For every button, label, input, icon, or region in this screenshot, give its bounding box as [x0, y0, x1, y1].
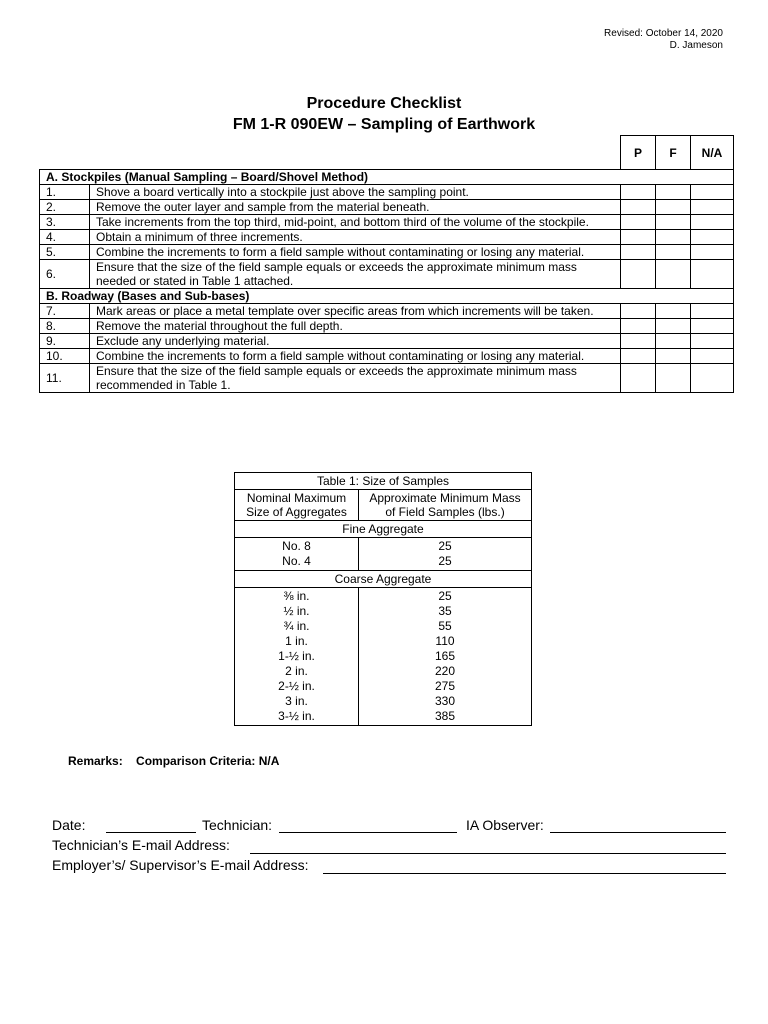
minimum-mass: 110 — [435, 634, 455, 648]
pass-checkbox-cell[interactable] — [621, 319, 656, 334]
aggregate-size: 3 in. — [285, 694, 308, 708]
aggregate-size: 1 in. — [285, 634, 308, 648]
na-checkbox-cell[interactable] — [691, 230, 734, 245]
na-checkbox-cell[interactable] — [691, 185, 734, 200]
page-title: Procedure Checklist — [306, 95, 462, 112]
aggregate-size: No. 8 — [282, 539, 311, 553]
fail-checkbox-cell[interactable] — [656, 245, 691, 260]
pass-checkbox-cell[interactable] — [621, 349, 656, 364]
fail-checkbox-cell[interactable] — [656, 319, 691, 334]
technician-field[interactable] — [279, 832, 457, 833]
date-label: Date: — [52, 817, 86, 833]
aggregate-size: ⅜ in. — [283, 589, 310, 603]
aggregate-size: 2-½ in. — [278, 679, 315, 693]
coarse-masses-cell — [359, 588, 532, 726]
section-row — [40, 170, 734, 185]
checklist-header-row — [40, 136, 734, 170]
technician-email-field[interactable] — [250, 853, 726, 854]
remarks-text: Comparison Criteria: N/A — [136, 754, 280, 768]
step-number: 6. — [40, 260, 90, 289]
pass-checkbox-cell[interactable] — [621, 200, 656, 215]
fail-checkbox-cell[interactable] — [656, 349, 691, 364]
na-checkbox-cell[interactable] — [691, 200, 734, 215]
fail-checkbox-cell[interactable] — [656, 260, 691, 289]
coarse-sizes-cell — [235, 588, 359, 726]
step-description: Remove the material throughout the full depth. — [90, 319, 621, 334]
minimum-mass: 385 — [434, 709, 456, 723]
step-number: 2. — [40, 200, 90, 215]
step-number: 5. — [40, 245, 90, 260]
pass-checkbox-cell[interactable] — [621, 215, 656, 230]
aggregate-size: ½ in. — [283, 604, 310, 618]
table1-caption: Table 1: Size of Samples — [235, 473, 532, 490]
section-row — [40, 289, 734, 304]
date-field[interactable] — [106, 832, 196, 833]
checklist-row — [40, 245, 734, 260]
step-number: 9. — [40, 334, 90, 349]
na-checkbox-cell[interactable] — [691, 319, 734, 334]
coarse-aggregate-label: Coarse Aggregate — [235, 571, 532, 588]
col-na-header: N/A — [691, 136, 734, 170]
employer-email-field[interactable] — [323, 873, 726, 874]
na-checkbox-cell[interactable] — [691, 245, 734, 260]
checklist-row — [40, 185, 734, 200]
fail-checkbox-cell[interactable] — [656, 304, 691, 319]
step-description: Take increments from the top third, mid-point, and bottom third of the volume of the stockpile. — [90, 215, 621, 230]
fail-checkbox-cell[interactable] — [656, 200, 691, 215]
pass-checkbox-cell[interactable] — [621, 364, 656, 393]
fail-checkbox-cell[interactable] — [656, 364, 691, 393]
minimum-mass: 330 — [434, 694, 456, 708]
step-description: Combine the increments to form a field sample without contaminating or losing any material. — [90, 349, 621, 364]
checklist-row — [40, 304, 734, 319]
section-heading: A. Stockpiles (Manual Sampling – Board/Shovel Method) — [40, 170, 734, 185]
technician-label: Technician: — [202, 817, 273, 833]
fine-masses-cell — [359, 538, 532, 571]
checklist-row — [40, 215, 734, 230]
step-description: Ensure that the size of the field sample equals or exceeds the approximate minimum mass recommended in Table 1. — [90, 364, 621, 393]
minimum-mass: 220 — [434, 664, 456, 678]
col-fail-header: F — [656, 136, 691, 170]
step-description: Exclude any underlying material. — [90, 334, 621, 349]
checklist-row — [40, 349, 734, 364]
step-description: Combine the increments to form a field sample without contaminating or losing any material. — [90, 245, 621, 260]
ia-observer-label: IA Observer: — [466, 817, 544, 833]
table1-col2-header: Approximate Minimum Mass of Field Samples (lbs.) — [359, 490, 532, 521]
na-checkbox-cell[interactable] — [691, 304, 734, 319]
remarks — [68, 754, 289, 768]
step-description: Mark areas or place a metal template over specific areas from which increments will be taken. — [90, 304, 621, 319]
step-description: Remove the outer layer and sample from the material beneath. — [90, 200, 621, 215]
minimum-mass: 25 — [438, 539, 452, 553]
aggregate-size: 2 in. — [285, 664, 308, 678]
remarks-label: Remarks: — [68, 754, 123, 768]
step-number: 7. — [40, 304, 90, 319]
step-description: Shove a board vertically into a stockpile just above the sampling point. — [90, 185, 621, 200]
checklist-row — [40, 334, 734, 349]
minimum-mass: 25 — [438, 554, 452, 568]
minimum-mass: 275 — [434, 679, 456, 693]
checklist-row — [40, 230, 734, 245]
minimum-mass: 35 — [438, 604, 452, 618]
pass-checkbox-cell[interactable] — [621, 334, 656, 349]
fail-checkbox-cell[interactable] — [656, 215, 691, 230]
section-heading: B. Roadway (Bases and Sub-bases) — [40, 289, 734, 304]
step-number: 1. — [40, 185, 90, 200]
step-number: 10. — [40, 349, 90, 364]
fail-checkbox-cell[interactable] — [656, 230, 691, 245]
table1-col1-header: Nominal Maximum Size of Aggregates — [235, 490, 359, 521]
checklist-row — [40, 364, 734, 393]
na-checkbox-cell[interactable] — [691, 260, 734, 289]
ia-observer-field[interactable] — [550, 832, 726, 833]
checklist-row — [40, 260, 734, 289]
minimum-mass: 165 — [434, 649, 456, 663]
na-checkbox-cell[interactable] — [691, 364, 734, 393]
aggregate-size: ¾ in. — [283, 619, 310, 633]
aggregate-size: No. 4 — [282, 554, 311, 568]
checklist-row — [40, 200, 734, 215]
pass-checkbox-cell[interactable] — [621, 245, 656, 260]
revision-note — [604, 28, 723, 52]
checklist-row — [40, 319, 734, 334]
step-number: 4. — [40, 230, 90, 245]
step-description: Obtain a minimum of three increments. — [90, 230, 621, 245]
step-number: 3. — [40, 215, 90, 230]
procedure-checklist-table — [39, 135, 734, 393]
pass-checkbox-cell[interactable] — [621, 230, 656, 245]
employer-email-label: Employer’s/ Supervisor’s E-mail Address: — [52, 857, 309, 873]
na-checkbox-cell[interactable] — [691, 215, 734, 230]
minimum-mass: 55 — [438, 619, 452, 633]
na-checkbox-cell[interactable] — [691, 334, 734, 349]
fine-aggregate-label: Fine Aggregate — [235, 521, 532, 538]
aggregate-size: 1-½ in. — [278, 649, 315, 663]
technician-email-label: Technician’s E-mail Address: — [52, 837, 230, 853]
pass-checkbox-cell[interactable] — [621, 185, 656, 200]
fail-checkbox-cell[interactable] — [656, 334, 691, 349]
page-subtitle: FM 1-R 090EW – Sampling of Earthwork — [232, 116, 536, 133]
step-number: 11. — [40, 364, 90, 393]
step-description: Ensure that the size of the field sample equals or exceeds the approximate minimum mass needed or stated in Table 1 attached. — [90, 260, 621, 289]
pass-checkbox-cell[interactable] — [621, 304, 656, 319]
revised-author: D. Jameson — [669, 40, 723, 51]
fail-checkbox-cell[interactable] — [656, 185, 691, 200]
col-pass-header: P — [621, 136, 656, 170]
pass-checkbox-cell[interactable] — [621, 260, 656, 289]
aggregate-size: 3-½ in. — [278, 709, 315, 723]
na-checkbox-cell[interactable] — [691, 349, 734, 364]
step-number: 8. — [40, 319, 90, 334]
fine-sizes-cell — [235, 538, 359, 571]
size-of-samples-table — [234, 472, 532, 726]
minimum-mass: 25 — [438, 589, 452, 603]
revised-date: Revised: October 14, 2020 — [604, 28, 723, 39]
